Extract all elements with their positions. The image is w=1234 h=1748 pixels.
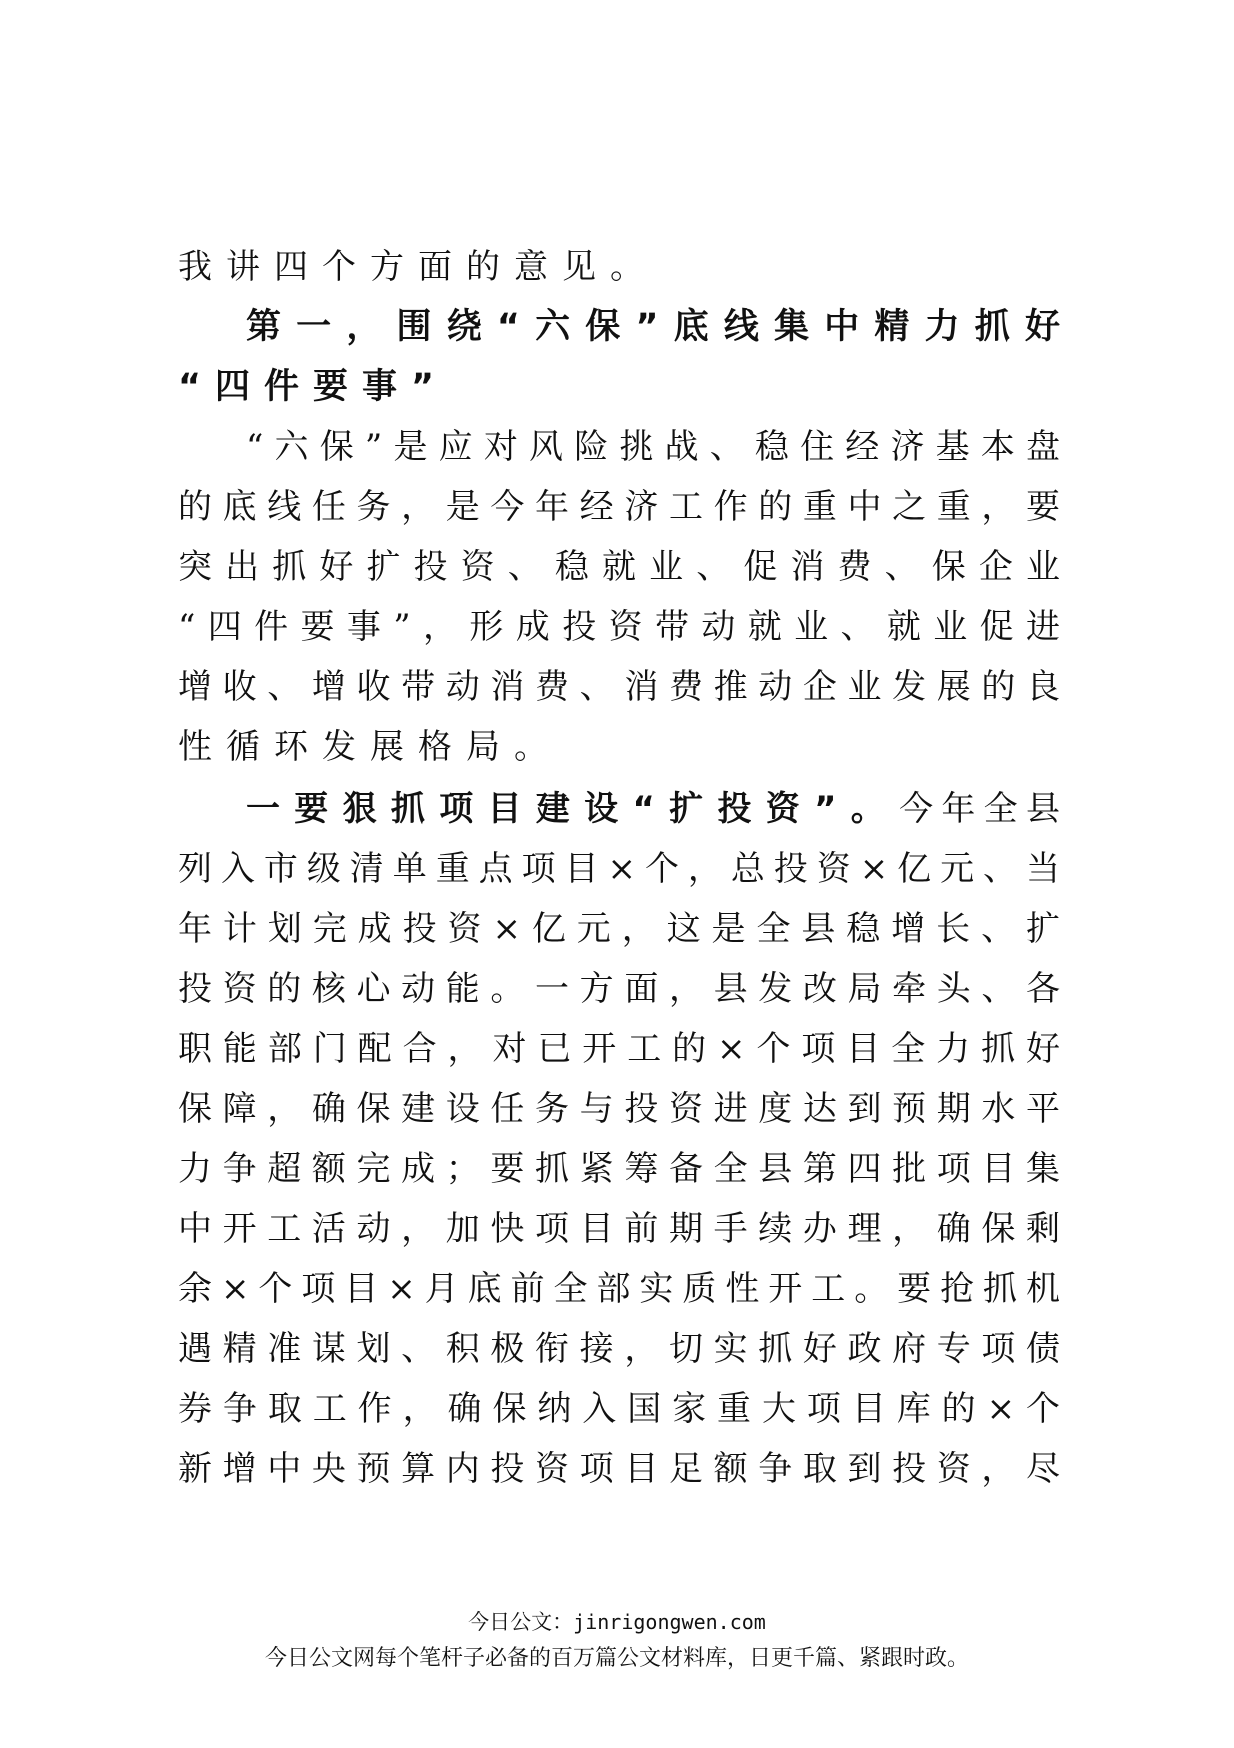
body-line: 突出抓好扩投资、稳就业、促消费、保企业 — [178, 547, 1060, 587]
body-line: 增收、增收带动消费、消费推动企业发展的良 — [178, 667, 1060, 707]
body-line: “四件要事”，形成投资带动就业、就业促进 — [178, 607, 1060, 647]
body-line-with-bold-lead — [178, 779, 1060, 839]
section-heading-line-2: “四件要事” — [178, 367, 449, 407]
body-line: 券争取工作，确保纳入国家重大项目库的×个 — [178, 1389, 1060, 1429]
body-line: 中开工活动，加快项目前期手续办理，确保剩 — [178, 1209, 1060, 1249]
body-line: 性循环发展格局。 — [178, 727, 562, 767]
footer-slogan: 今日公文网每个笔杆子必备的百万篇公文材料库，日更千篇、紧跟时政。 — [264, 1646, 969, 1671]
body-line: 年计划完成投资×亿元，这是全县稳增长、扩 — [178, 909, 1060, 949]
body-line: 列入市级清单重点项目×个，总投资×亿元、当 — [178, 849, 1060, 889]
bold-lead-sentence: 一要狠抓项目建设“扩投资”。 — [246, 789, 900, 829]
body-line: 投资的核心动能。一方面，县发改局牵头、各 — [178, 969, 1060, 1009]
body-line: “六保”是应对风险挑战、稳住经济基本盘 — [246, 427, 1060, 467]
body-line: 新增中央预算内投资项目足额争取到投资，尽 — [178, 1449, 1060, 1489]
body-line: 保障，确保建设任务与投资进度达到预期水平 — [178, 1089, 1060, 1129]
footer-site-link[interactable]: jinrigongwen.com — [573, 1610, 766, 1634]
body-line: 职能部门配合，对已开工的×个项目全力抓好 — [178, 1029, 1060, 1069]
body-line: 的底线任务，是今年经济工作的重中之重，要 — [178, 487, 1060, 527]
body-line-tail: 今年全县 — [899, 789, 1060, 829]
footer-label: 今日公文： — [468, 1610, 574, 1634]
body-line: 我讲四个方面的意见。 — [178, 247, 658, 287]
body-line: 遇精准谋划、积极衔接，切实抓好政府专项债 — [178, 1329, 1060, 1369]
body-text — [178, 237, 1060, 1499]
section-heading-line-1: 第一，围绕“六保”底线集中精力抓好 — [246, 307, 1060, 347]
body-line: 余×个项目×月底前全部实质性开工。要抢抓机 — [178, 1269, 1060, 1309]
footer-source — [0, 1608, 1234, 1636]
body-line: 力争超额完成；要抓紧筹备全县第四批项目集 — [178, 1149, 1060, 1189]
